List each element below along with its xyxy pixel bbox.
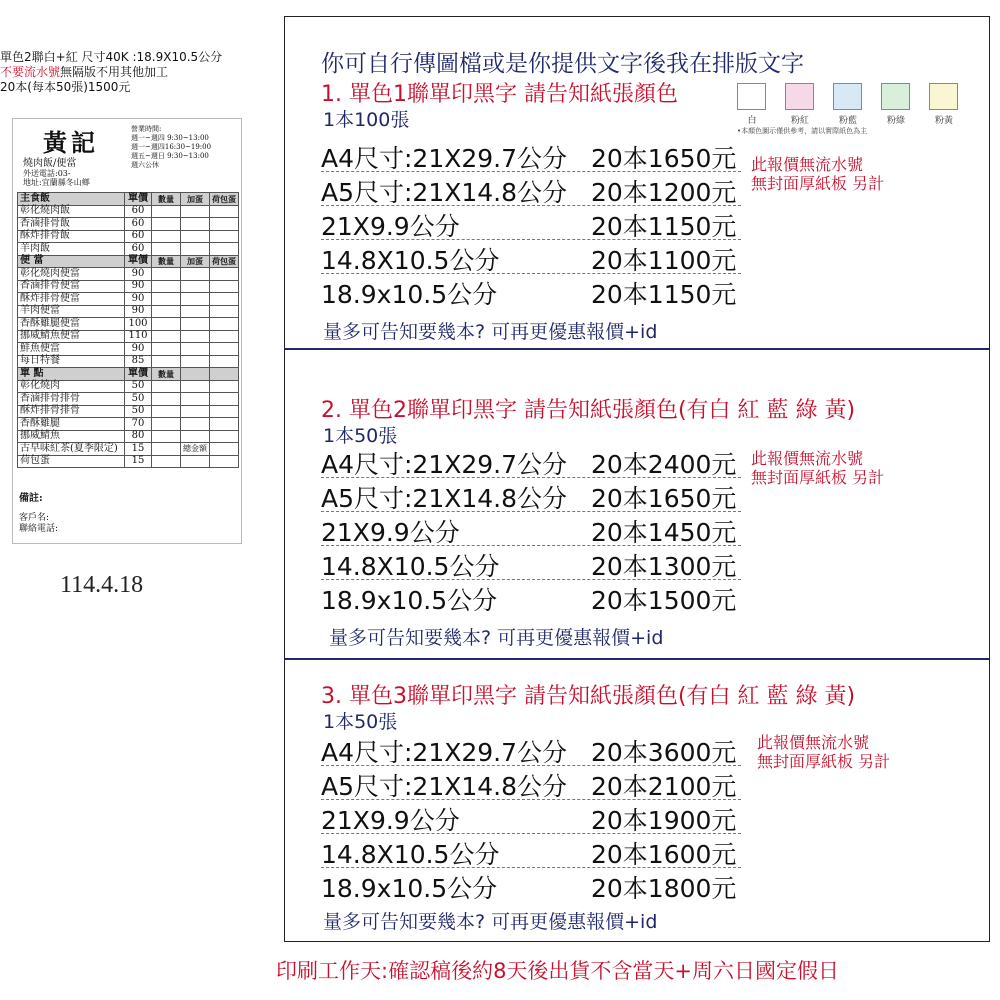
menu-row [18,455,239,468]
menu-item-name: 彰化燒肉飯 [18,205,125,218]
price-row [321,511,741,546]
price-row [321,799,741,834]
menu-cell [152,443,181,456]
price-label: 20本2100元 [591,772,737,801]
menu-item-price: 90 [125,343,152,356]
section-1-more-note: 量多可告知要幾本? 可再更優惠報價+id [323,321,658,343]
menu-cell [210,393,239,406]
size-label: A5尺寸:21X14.8公分 [321,484,568,513]
menu-item-price: 110 [125,330,152,343]
price-row [321,443,741,478]
menu-cell [181,205,210,218]
menu-item-name: 彰化燒肉便當 [18,268,125,281]
menu-item-name: 挪威鯖魚 [18,430,125,443]
menu-cell [181,430,210,443]
section-divider [285,348,989,350]
size-label: 21X9.9公分 [321,212,460,241]
menu-cell [152,230,181,243]
menu-cell [210,330,239,343]
menu-cell [210,418,239,431]
menu-row [18,393,239,406]
section-1-price-note: 此報價無流水號 無封面厚紙板 另計 [751,155,885,193]
menu-item-name: 便 當 [18,255,125,268]
menu-item-price: 90 [125,280,152,293]
menu-row [18,280,239,293]
production-time-note: 印刷工作天:確認稿後約8天後出貨不含當天+周六日國定假日 [276,959,840,983]
business-hours: 營業時間: 週一~週四 9:30~13:00 週一~週四16:30~19:00 週五~週日 9:30~13:00 週六公休 [131,125,212,169]
menu-cell [181,280,210,293]
price-row [321,477,741,512]
price-row [321,273,741,307]
menu-cell [181,368,210,381]
swatch-label: 粉黃 [934,116,953,126]
price-label: 20本1200元 [591,178,737,207]
section-1-qty: 1本100張 [323,109,410,131]
size-label: A5尺寸:21X14.8公分 [321,178,568,207]
menu-cell [152,305,181,318]
menu-row [18,405,239,418]
menu-row [18,218,239,231]
menu-cell [210,455,239,468]
price-label: 20本3600元 [591,738,737,767]
menu-item-name: 彰化燒肉 [18,380,125,393]
menu-item-price: 80 [125,430,152,443]
swatch-caption: •本顏色圖示僅供參考，請以實際紙色為主 [737,127,868,135]
menu-item-name: 古早味紅茶(夏季限定) [18,443,125,456]
price-row [321,833,741,868]
menu-cell [152,268,181,281]
menu-item-name: 荷包蛋 [18,455,125,468]
section-2-more-note: 量多可告知要幾本? 可再更優惠報價+id [329,627,664,649]
price-label: 20本1300元 [591,552,737,581]
menu-cell [181,355,210,368]
menu-item-name: 羊肉飯 [18,243,125,256]
menu-row [18,268,239,281]
menu-cell [152,455,181,468]
menu-cell [210,230,239,243]
price-row [321,171,741,206]
size-label: 14.8X10.5公分 [321,246,500,275]
swatch-label: 粉藍 [838,116,857,126]
menu-item-price: 15 [125,443,152,456]
menu-cell [181,343,210,356]
price-label: 20本1100元 [591,246,737,275]
menu-item-name: 酥炸排骨排骨 [18,405,125,418]
menu-cell [210,380,239,393]
swatch-pink [785,83,814,110]
shop-address: 地址:宜蘭縣冬山鄉 [23,178,90,187]
menu-cell [210,280,239,293]
menu-cell [210,218,239,231]
menu-item-price: 90 [125,293,152,306]
swatch-label: 粉紅 [790,116,809,126]
menu-item-price: 100 [125,318,152,331]
menu-row [18,418,239,431]
menu-cell [210,243,239,256]
section-divider [285,658,989,660]
size-label: A5尺寸:21X14.8公分 [321,772,568,801]
menu-cell [210,205,239,218]
menu-item-name: 酥炸排骨飯 [18,230,125,243]
menu-cell [181,318,210,331]
menu-item-price: 60 [125,243,152,256]
menu-cell [181,218,210,231]
menu-row [18,330,239,343]
menu-cell: 數量 [152,193,181,206]
sample-spec-line1: 單色2聯白+紅 尺寸40K :18.9X10.5公分 [0,50,223,64]
price-label: 20本1600元 [591,840,737,869]
menu-item-price: 90 [125,305,152,318]
menu-item-price: 單價 [125,193,152,206]
menu-table [17,192,239,468]
price-label: 20本1450元 [591,518,737,547]
size-label: A4尺寸:21X29.7公分 [321,738,568,767]
menu-item-name: 香滷排骨排骨 [18,393,125,406]
price-row [321,239,741,274]
order-form-sample [12,118,242,544]
menu-item-name: 主食飯 [18,193,125,206]
price-row [321,137,741,172]
menu-item-price: 90 [125,268,152,281]
menu-cell [210,268,239,281]
swatch-yellow [929,83,958,110]
sample-spec-line3: 20本(每本50張)1500元 [0,80,131,94]
menu-item-price: 60 [125,218,152,231]
menu-item-price: 單價 [125,255,152,268]
menu-item-price: 50 [125,380,152,393]
price-row [321,205,741,240]
customer-phone-label: 聯絡電話: [19,524,59,534]
menu-cell [210,318,239,331]
price-row [321,867,741,901]
menu-cell [152,405,181,418]
menu-cell [181,293,210,306]
menu-cell [181,268,210,281]
swatch-blue [833,83,862,110]
menu-item-name: 香酥雞腿便當 [18,318,125,331]
menu-cell [152,318,181,331]
menu-cell [152,218,181,231]
menu-cell [210,293,239,306]
menu-item-price: 60 [125,205,152,218]
section-3-price-note: 此報價無流水號 無封面厚紙板 另計 [757,733,891,771]
shop-subtitle: 燒肉飯/便當 [23,158,77,169]
customer-name-label: 客戶名: [19,513,50,523]
price-row [321,579,741,613]
menu-item-name: 酥炸排骨便當 [18,293,125,306]
menu-cell [152,380,181,393]
swatch-label: 粉綠 [886,116,905,126]
menu-row [18,305,239,318]
menu-cell: 數量 [152,368,181,381]
swatch-white [737,83,766,110]
paper-color-swatches [737,83,967,143]
menu-cell [152,330,181,343]
menu-cell [181,380,210,393]
menu-item-name: 單 點 [18,368,125,381]
menu-section-header [18,368,239,381]
menu-cell: 荷包蛋 [210,193,239,206]
price-label: 20本1500元 [591,586,737,615]
menu-cell [181,455,210,468]
price-label: 20本1650元 [591,144,737,173]
sample-date: 114.4.18 [60,572,144,598]
menu-section-header [18,193,239,206]
menu-cell [210,305,239,318]
menu-cell [210,405,239,418]
size-label: 18.9x10.5公分 [321,874,498,903]
menu-row [18,318,239,331]
swatch-green [881,83,910,110]
menu-item-price: 60 [125,230,152,243]
menu-cell [181,405,210,418]
menu-cell [210,343,239,356]
menu-item-name: 每日特餐 [18,355,125,368]
menu-cell: 總金額 [181,443,210,456]
size-label: A4尺寸:21X29.7公分 [321,450,568,479]
size-label: 18.9x10.5公分 [321,280,498,309]
menu-item-name: 鮮魚便當 [18,343,125,356]
price-label: 20本1150元 [591,212,737,241]
menu-cell: 數量 [152,255,181,268]
menu-cell [152,393,181,406]
menu-cell [181,330,210,343]
price-label: 20本1900元 [591,806,737,835]
menu-cell [152,280,181,293]
price-label: 20本2400元 [591,450,737,479]
price-panel [284,16,990,942]
menu-item-name: 挪威鯖魚便當 [18,330,125,343]
size-label: 21X9.9公分 [321,518,460,547]
sample-spec-text [0,50,270,95]
size-label: 21X9.9公分 [321,806,460,835]
menu-cell [181,393,210,406]
menu-cell [152,343,181,356]
menu-cell [210,355,239,368]
menu-cell [152,430,181,443]
notes-label: 備註: [19,493,43,504]
size-label: 14.8X10.5公分 [321,840,500,869]
menu-row [18,243,239,256]
shop-name: 黃記 [43,128,99,157]
menu-cell [152,293,181,306]
menu-cell: 加蛋 [181,255,210,268]
menu-item-price: 70 [125,418,152,431]
menu-cell: 加蛋 [181,193,210,206]
menu-cell [152,243,181,256]
swatch-label: 白 [747,116,757,126]
menu-row [18,293,239,306]
intro-text: 你可自行傳圖檔或是你提供文字後我在排版文字 [321,51,804,77]
price-label: 20本1650元 [591,484,737,513]
menu-cell [210,430,239,443]
menu-cell [152,355,181,368]
section-3-title: 3. 單色3聯單印黑字 請告知紙張顏色(有白 紅 藍 綠 黃) [321,684,856,709]
price-row [321,731,741,766]
menu-item-name: 香滷排骨便當 [18,280,125,293]
menu-item-price: 50 [125,405,152,418]
no-serial-number-note: 不要流水號 [0,65,61,79]
menu-row [18,230,239,243]
section-2-title: 2. 單色2聯單印黑字 請告知紙張顏色(有白 紅 藍 綠 黃) [321,398,856,423]
menu-row [18,205,239,218]
price-row [321,545,741,580]
section-3-qty: 1本50張 [323,711,398,733]
customer-info [19,513,58,535]
menu-cell [210,443,239,456]
menu-cell [181,418,210,431]
menu-item-price: 15 [125,455,152,468]
no-extra-process-note: 無隔版不用其他加工 [60,65,169,79]
section-2-price-note: 此報價無流水號 無封面厚紙板 另計 [751,449,885,487]
menu-item-name: 羊肉便當 [18,305,125,318]
menu-cell: 荷包蛋 [210,255,239,268]
menu-cell [210,368,239,381]
menu-row [18,380,239,393]
section-2-qty: 1本50張 [323,425,398,447]
menu-row [18,430,239,443]
menu-cell [181,230,210,243]
menu-row [18,355,239,368]
shop-phone: 外送電話:03- [23,169,71,178]
menu-cell [181,305,210,318]
section-1-title: 1. 單色1聯單印黑字 請告知紙張顏色 [321,82,678,107]
menu-row [18,443,239,456]
size-label: A4尺寸:21X29.7公分 [321,144,568,173]
menu-cell [152,205,181,218]
price-label: 20本1800元 [591,874,737,903]
menu-item-price: 50 [125,393,152,406]
menu-cell [181,243,210,256]
menu-section-header [18,255,239,268]
size-label: 18.9x10.5公分 [321,586,498,615]
menu-item-price: 85 [125,355,152,368]
menu-item-name: 香酥雞腿 [18,418,125,431]
sample-spec-line2 [0,65,270,80]
price-label: 20本1150元 [591,280,737,309]
menu-item-name: 香滷排骨飯 [18,218,125,231]
size-label: 14.8X10.5公分 [321,552,500,581]
menu-row [18,343,239,356]
menu-item-price: 單價 [125,368,152,381]
price-row [321,765,741,800]
section-3-more-note: 量多可告知要幾本? 可再更優惠報價+id [323,911,658,933]
menu-cell [152,418,181,431]
